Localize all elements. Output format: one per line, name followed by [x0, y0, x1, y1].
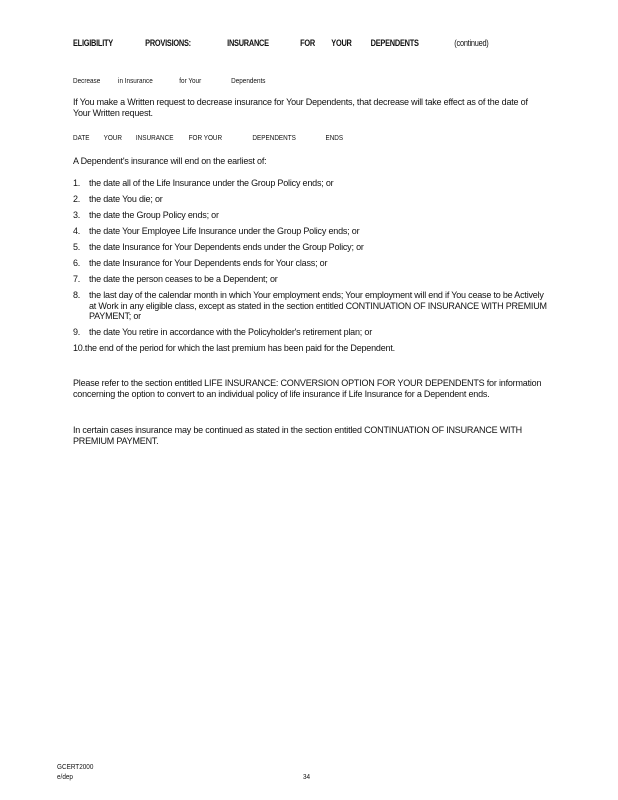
list-item-number: 6. [73, 258, 81, 268]
form-code-line-1: GCERT2000 [57, 762, 94, 771]
list-item-text: the date the Group Policy ends; or [89, 210, 219, 220]
list-item [73, 274, 548, 285]
list-item [73, 290, 548, 322]
continuation-paragraph: In certain cases insurance may be continued as stated in the section entitled CONTINUATION OF INSURANCE WITH PREMIUM PAYMENT. [73, 425, 522, 446]
page-number: 34 [303, 772, 311, 781]
list-item [73, 242, 548, 253]
header-word-dependents: DEPENDENTS [370, 38, 419, 48]
list-item-text: the last day of the calendar month in which Your employment ends; Your employment will end if You cease to be Actively at Work in any eligible class, except as stated in the section entitled CONTINUATION OF INSURANCE WITH PREMIUM PAYMENT; or [89, 290, 547, 321]
form-code [57, 762, 93, 781]
subhead-word-decrease: Decrease [73, 76, 101, 85]
list-item [73, 210, 548, 221]
header-word-insurance: INSURANCE [227, 38, 269, 48]
list-item [73, 343, 548, 354]
form-code-line-2: e/dep [57, 771, 73, 781]
list-item-text: the date the person ceases to be a Dependent; or [89, 274, 278, 284]
caps-word-date: DATE [73, 133, 90, 142]
list-item-text: the date You retire in accordance with the Policyholder's retirement plan; or [89, 327, 372, 337]
caps-word-your: YOUR [103, 133, 123, 142]
list-item [73, 226, 548, 237]
list-item-number: 4. [73, 226, 81, 236]
caps-word-for-your: FOR YOUR [188, 133, 223, 142]
list-item-text: the date You die; or [89, 194, 163, 204]
list-item-number: 8. [73, 290, 81, 300]
list-item-text: the end of the period for which the last premium has been paid for the Dependent. [84, 343, 395, 353]
list-item-text: the date Insurance for Your Dependents ends under the Group Policy; or [89, 242, 364, 252]
list-item-number: 3. [73, 210, 81, 220]
page-header [73, 38, 489, 52]
caps-word-ends: ENDS [325, 133, 344, 142]
list-item [73, 327, 548, 338]
list-item-text: the date Your Employee Life Insurance under the Group Policy ends; or [89, 226, 360, 236]
header-word-eligibility: ELIGIBILITY [73, 38, 113, 48]
list-item-number: 1. [73, 178, 81, 188]
list-item [73, 258, 548, 269]
subhead-word-for-your: for Your [179, 76, 202, 85]
list-item-text: the date Insurance for Your Dependents ends for Your class; or [89, 258, 328, 268]
header-word-your: YOUR [331, 38, 352, 48]
header-word-for: FOR [300, 38, 315, 48]
subhead-word-dependents: Dependents [231, 76, 266, 85]
header-word-continued: (continued) [454, 38, 489, 48]
header-word-provisions: PROVISIONS: [145, 38, 191, 48]
list-item-text: the date all of the Life Insurance under the Group Policy ends; or [89, 178, 334, 188]
list-item-number: 7. [73, 274, 81, 284]
list-item-number: 10. [73, 343, 85, 353]
list-item-number: 2. [73, 194, 81, 204]
caps-word-dependents: DEPENDENTS [252, 133, 296, 142]
list-item-number: 5. [73, 242, 81, 252]
conversion-paragraph: Please refer to the section entitled LIFE INSURANCE: CONVERSION OPTION FOR YOUR DEPENDENTS for information concerning the option to convert to an individual policy of life insurance if Life Insurance for a Dependent ends. [73, 378, 542, 399]
subhead-word-in-insurance: in Insurance [118, 76, 153, 85]
list-item [73, 194, 548, 205]
list-item [73, 178, 548, 189]
termination-list [73, 178, 548, 359]
lead-sentence: A Dependent's insurance will end on the earliest of: [73, 156, 267, 166]
list-item-number: 9. [73, 327, 81, 337]
caps-word-insurance: INSURANCE [135, 133, 174, 142]
intro-paragraph: If You make a Written request to decrease insurance for Your Dependents, that decrease will take effect as of the date of Your Written request. [73, 97, 528, 118]
